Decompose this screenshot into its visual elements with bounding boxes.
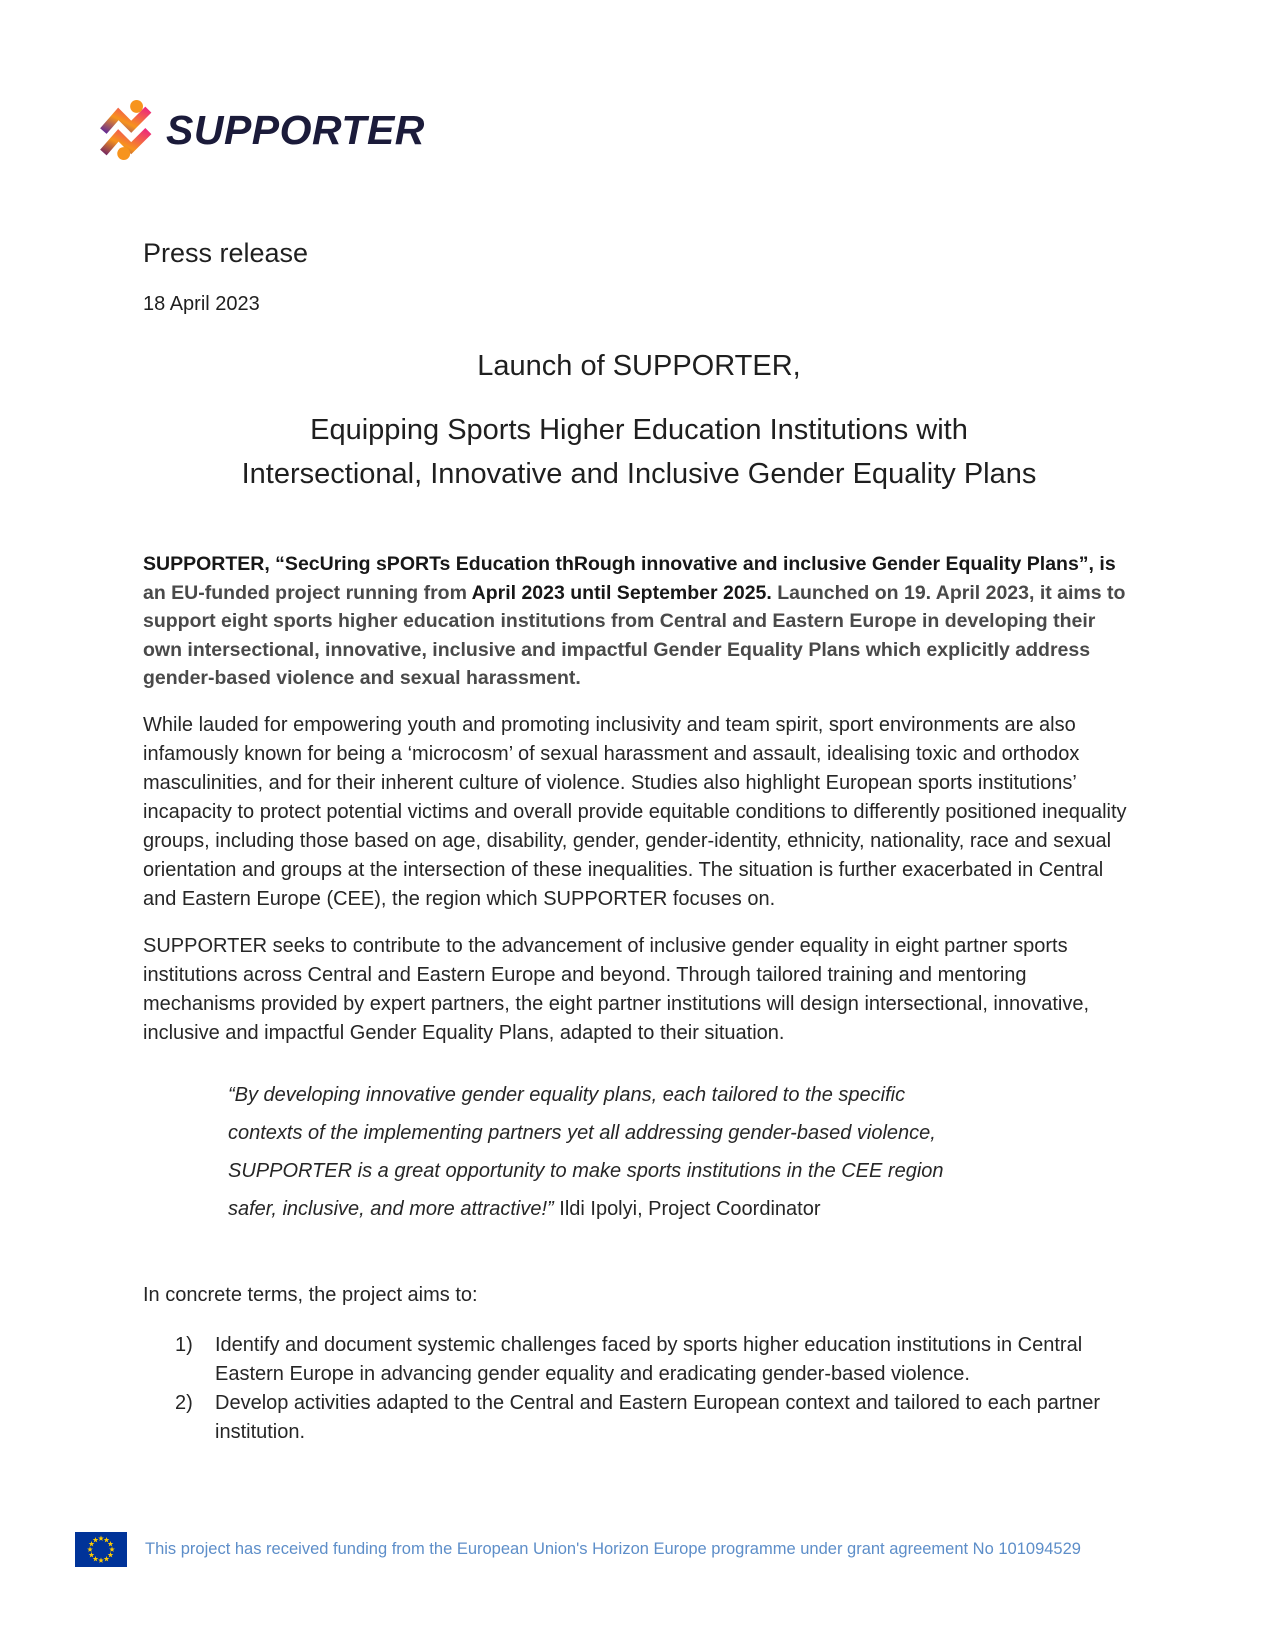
lead-segment: SUPPORTER, “SecUring sPORTs Education thRough innovative and inclusive Gender Equality Plans”, is <box>143 553 1116 575</box>
supporter-logo-icon <box>100 100 156 160</box>
list-item-text: Develop activities adapted to the Central and Eastern European context and tailored to each partner institution. <box>215 1391 1101 1443</box>
supporter-logo <box>100 100 425 160</box>
lead-paragraph <box>143 550 1135 693</box>
aims-list <box>175 1331 1135 1447</box>
quote-attribution: Ildi Ipolyi, Project Coordinator <box>553 1197 821 1220</box>
document-title <box>143 344 1135 496</box>
aims-intro: In concrete terms, the project aims to: <box>143 1283 478 1306</box>
lead-segment: Launched on 19. April 2023, it aims to support eight sports higher education institutions from Central and Eastern Europe in developing their own intersectional, innovative, inclusive and impactful Gender Equality Plans which explicitly address gender-based violence and sexual harassment. <box>143 581 1126 689</box>
quote-text: “By developing innovative gender equality plans, each tailored to the specific contexts of the implementing partners yet all addressing gender-based violence, SUPPORTER is a great opportunity to make sports institutions in the CEE region safer, inclusive, and more attractive!” <box>228 1083 944 1220</box>
title-line-3: Intersectional, Innovative and Inclusive Gender Equality Plans <box>241 458 1037 490</box>
body-paragraph: While lauded for empowering youth and promoting inclusivity and team spirit, sport environments are also infamously known for being a ‘microcosm’ of sexual harassment and assault, idealising toxic and orthodox masculinities, and for their inherent culture of violence. Studies also highlight European sports institutions’ incapacity to protect potential victims and overall provide equitable conditions to differently positioned inequality groups, including those based on age, disability, gender, gender-identity, ethnicity, nationality, race and sexual orientation and groups at the intersection of these inequalities. The situation is further exacerbated in Central and Eastern Europe (CEE), the region which SUPPORTER focuses on. <box>143 713 1127 910</box>
funding-footer <box>75 1532 1081 1567</box>
press-release-label: Press release <box>143 238 309 268</box>
pull-quote <box>228 1076 965 1228</box>
lead-segment: April 2023 until September 2025. <box>471 581 772 604</box>
brand-wordmark: SUPPORTER <box>166 106 425 153</box>
list-item <box>175 1389 1135 1447</box>
list-item <box>175 1331 1135 1389</box>
title-line-1: Launch of SUPPORTER, <box>477 350 801 382</box>
eu-flag-icon <box>75 1532 127 1567</box>
list-item-text: Identify and document systemic challenges faced by sports higher education institutions in Central Eastern Europe in advancing gender equality and eradicating gender-based violence. <box>215 1333 1083 1385</box>
title-line-2: Equipping Sports Higher Education Institutions with <box>310 414 968 446</box>
funding-statement: This project has received funding from the European Union's Horizon Europe programme under grant agreement No 101094529 <box>145 1540 1081 1558</box>
list-item-number: 1) <box>175 1333 193 1356</box>
lead-segment: an EU-funded project running from <box>143 581 472 604</box>
body-paragraph: SUPPORTER seeks to contribute to the advancement of inclusive gender equality in eight partner sports institutions across Central and Eastern Europe and beyond. Through tailored training and mentoring mechanisms provided by expert partners, the eight partner institutions will design intersectional, innovative, inclusive and impactful Gender Equality Plans, adapted to their situation. <box>143 934 1090 1044</box>
document-body <box>143 238 1135 1447</box>
release-date: 18 April 2023 <box>143 293 260 315</box>
list-item-number: 2) <box>175 1391 193 1414</box>
